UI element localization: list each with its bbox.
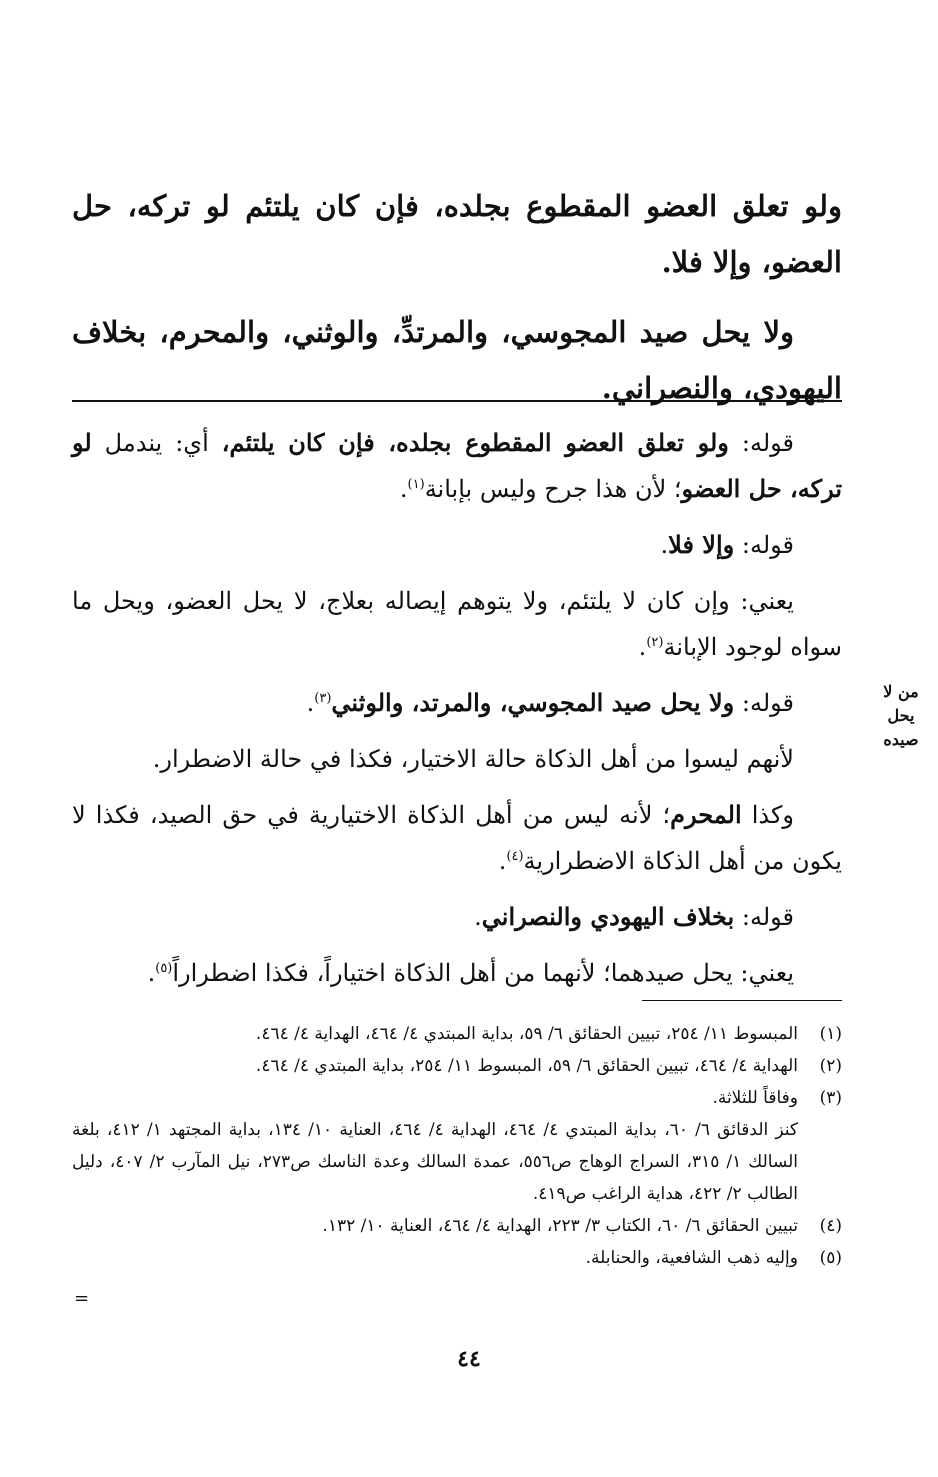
footnote-text: المبسوط ١١/ ٢٥٤، تبيين الحقائق ٦/ ٥٩، بداية المبتدي ٤/ ٤٦٤، الهداية ٤/ ٤٦٤.	[255, 1024, 798, 1044]
label: قوله:	[734, 903, 794, 931]
footnote-item	[72, 1050, 842, 1082]
matn-paragraph-1: ولو تعلق العضو المقطوع بجلده، فإن كان يلتئم لو تركه، حل العضو، وإلا فلا.	[72, 189, 842, 279]
footnote-number: (٥)	[819, 1248, 842, 1268]
footnote-item	[72, 1082, 842, 1114]
commentary-paragraph-2	[72, 522, 842, 568]
commentary-paragraph-3	[72, 578, 842, 670]
footnote-item	[72, 1210, 842, 1242]
footnote-number: (٣)	[819, 1088, 842, 1108]
footnote-text: الهداية ٤/ ٤٦٤، تبيين الحقائق ٦/ ٥٩، المبسوط ١١/ ٢٥٤، بداية المبتدي ٤/ ٤٦٤.	[255, 1056, 798, 1076]
commentary-paragraph-4	[72, 680, 842, 726]
punct: .	[306, 689, 315, 717]
explanation: ؛ لأنه ليس من أهل الذكاة الاختيارية في حق الصيد، فكذا لا يكون من أهل الذكاة الاضطرارية	[72, 801, 842, 875]
quoted-matn: ولو تعلق العضو المقطوع بجلده، فإن كان يلتئم،	[221, 428, 729, 457]
footnote-text: وفاقاً للثلاثة.	[712, 1088, 798, 1108]
explanation: لأنهم ليسوا من أهل الذكاة حالة الاختيار، فكذا في حالة الاضطرار.	[152, 745, 794, 773]
quoted-matn: بخلاف اليهودي والنصراني	[481, 902, 735, 931]
footnote-ref: (٣)	[314, 691, 332, 706]
matn-paragraph-2: ولا يحل صيد المجوسي، والمرتدِّ، والوثني، والمحرم، بخلاف اليهودي، والنصراني.	[72, 315, 842, 405]
footnote-ref: (٢)	[646, 635, 664, 650]
continuation-mark: =	[74, 1288, 90, 1309]
footnote-text: كنز الدقائق ٦/ ٦٠، بداية المبتدي ٤/ ٤٦٤، الهداية ٤/ ٤٦٤، العناية ١٠/ ١٣٤، بداية المجتهد ١/ ٤١٢، بلغة السالك ١/ ٣١٥، السراج الوهاج ص٥٥٦، عمدة السالك وعدة الناسك ص٢٧٣، نيل المآرب ٢/ ٤٠٧، دليل الطالب ٢/ ٤٢٢، هداية الراغب ص٤١٩.	[72, 1120, 799, 1204]
punct: .	[660, 531, 669, 559]
explanation: ؛ لأن هذا جرح وليس بإبانة	[424, 475, 682, 503]
punct: .	[147, 959, 156, 987]
commentary-text	[72, 420, 842, 1006]
footnote-text: تبيين الحقائق ٦/ ٦٠، الكتاب ٣/ ٢٢٣، الهداية ٤/ ٤٦٤، العناية ١٠/ ١٣٢.	[322, 1216, 798, 1236]
footnote-ref: (٥)	[155, 961, 173, 976]
quoted-matn: المحرم	[670, 800, 742, 829]
margin-note	[868, 680, 934, 752]
footnote-item	[72, 1242, 842, 1274]
commentary-paragraph-7	[72, 894, 842, 940]
quoted-matn: لو تركه، حل العضو	[72, 428, 842, 503]
explanation: يعني: وإن كان لا يلتئم، ولا يتوهم إيصاله بعلاج، لا يحل العضو، ويحل ما سواه لوجود الإبانة	[72, 587, 842, 661]
label: قوله:	[734, 531, 794, 559]
footnote-item	[72, 1114, 842, 1210]
punct: .	[498, 847, 507, 875]
footnote-number: (١)	[819, 1024, 842, 1044]
footnote-separator-rule	[642, 1000, 842, 1001]
matn-separator-rule	[72, 400, 842, 402]
commentary-paragraph-5	[72, 736, 842, 782]
footnote-number	[798, 1114, 842, 1210]
label: قوله:	[734, 689, 794, 717]
footnote-ref: (٤)	[506, 849, 524, 864]
explanation: يعني: يحل صيدهما؛ لأنهما من أهل الذكاة اختياراً، فكذا اضطراراً	[172, 959, 794, 987]
commentary-paragraph-6	[72, 792, 842, 884]
punct: .	[399, 475, 408, 503]
quoted-matn: ولا يحل صيد المجوسي، والمرتد، والوثني	[331, 688, 735, 717]
quoted-matn: وإلا فلا	[668, 530, 735, 559]
punct: .	[638, 633, 647, 661]
footnotes	[72, 1018, 842, 1274]
label: قوله:	[728, 429, 795, 457]
commentary-paragraph-8	[72, 950, 842, 996]
gloss: أي: يندمل	[91, 429, 222, 457]
lead: وكذا	[741, 801, 794, 829]
matn-text	[72, 178, 842, 430]
footnote-item	[72, 1018, 842, 1050]
footnote-number: (٤)	[819, 1216, 842, 1236]
footnote-number: (٢)	[819, 1056, 842, 1076]
margin-note-line-3: صيده	[883, 730, 919, 749]
footnote-text: وإليه ذهب الشافعية، والحنابلة.	[585, 1248, 798, 1268]
margin-note-line-1: من لا	[883, 682, 919, 701]
punct: .	[474, 903, 482, 931]
footnote-ref: (١)	[407, 477, 425, 492]
page-number: ٤٤	[457, 1346, 481, 1372]
commentary-paragraph-1	[72, 420, 842, 512]
margin-note-line-2: يحل	[887, 706, 915, 725]
